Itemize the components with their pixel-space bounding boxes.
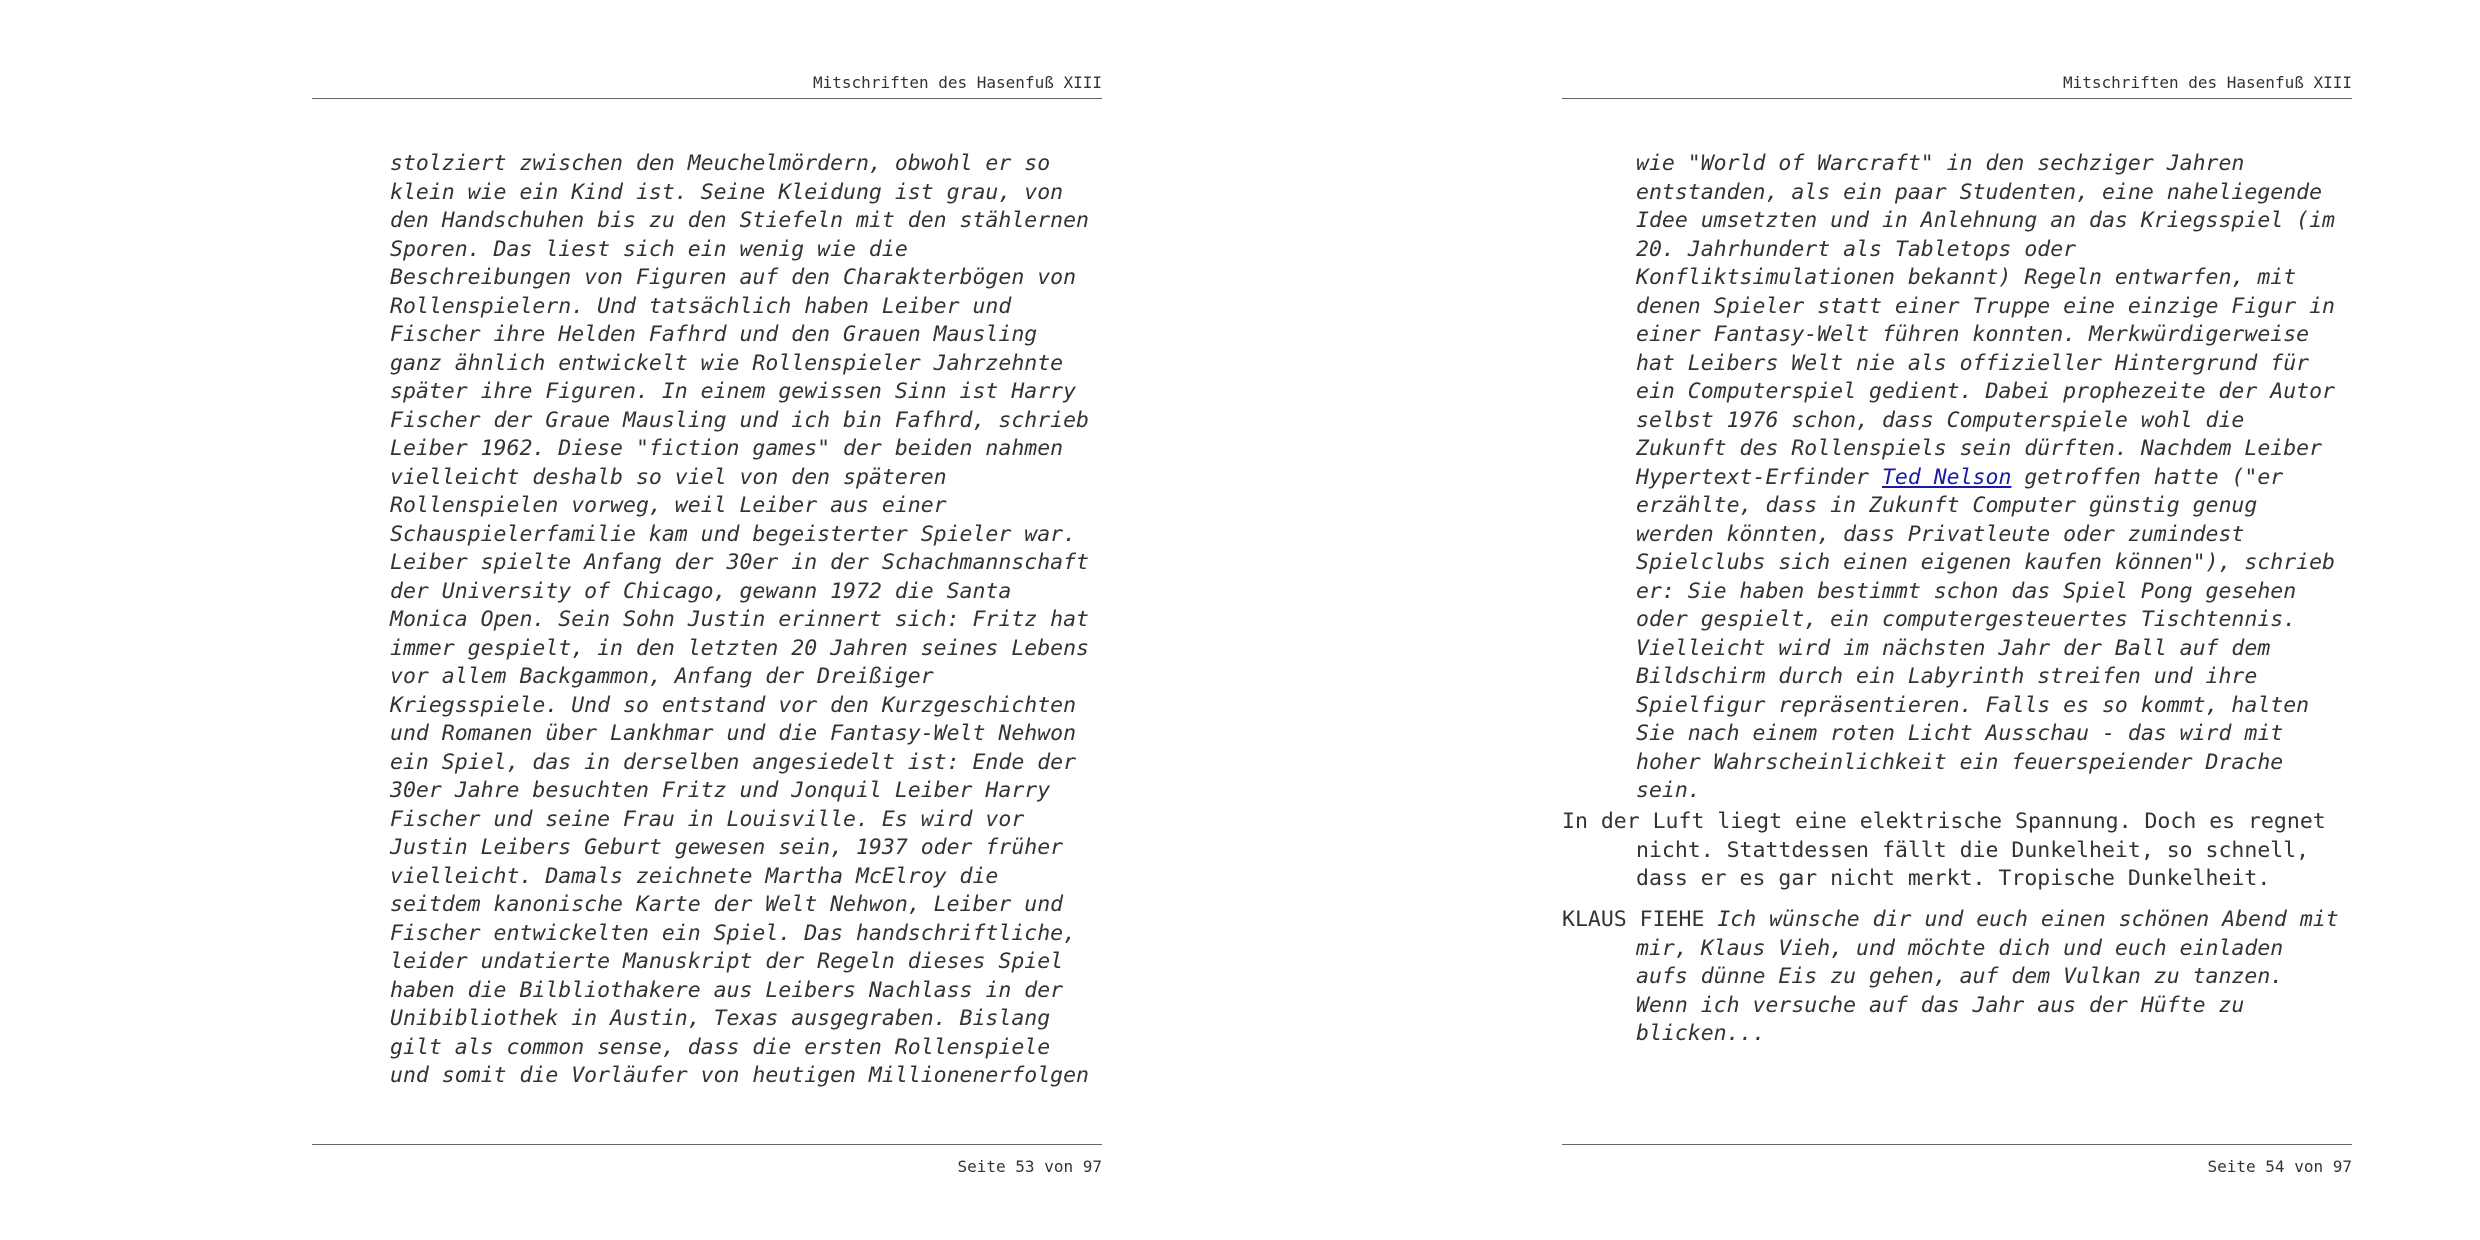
footer-rule bbox=[312, 1144, 1102, 1145]
text-line: sein. bbox=[1636, 778, 1701, 803]
text-line: Schauspielerfamilie kam und begeisterter Spieler war. bbox=[390, 521, 1077, 547]
text-line: werden könnten, dass Privatleute oder zumindest bbox=[1636, 521, 2245, 547]
text-line: Justin Leibers Geburt gewesen sein, 1937 oder früher bbox=[390, 835, 1064, 860]
speech-paragraph bbox=[1562, 906, 2352, 1049]
link-line-before: Hypertext-Erfinder bbox=[1636, 464, 1882, 490]
text-line: Zukunft des Rollenspiels sein dürften. Nachdem Leiber bbox=[1636, 436, 2323, 461]
text-line: später ihre Figuren. In einem gewissen Sinn ist Harry bbox=[390, 379, 1077, 404]
text-line: immer gespielt, in den letzten 20 Jahren seines Lebens bbox=[390, 635, 1089, 661]
text-line: hat Leibers Welt nie als offizieller Hintergrund für bbox=[1636, 350, 2310, 376]
text-line: Konfliktsimulationen bekannt) Regeln entwarfen, mit bbox=[1636, 265, 2297, 290]
text-line: Wenn ich versuche auf das Jahr aus der Hüfte zu bbox=[1636, 992, 2245, 1018]
text-line: Fischer entwickelten ein Spiel. Das handschriftliche, bbox=[390, 920, 1077, 946]
text-line: Sporen. Das liest sich ein wenig wie die bbox=[390, 236, 908, 262]
text-line: Idee umsetzten und in Anlehnung an das Kriegsspiel (im bbox=[1636, 208, 2335, 233]
text-line: vielleicht. Damals zeichnete Martha McElroy die bbox=[390, 863, 999, 889]
text-line: einer Fantasy-Welt führen konnten. Merkwürdigerweise bbox=[1636, 322, 2310, 347]
link-line-after: getroffen hatte ("er bbox=[2011, 464, 2284, 490]
text-line: der University of Chicago, gewann 1972 die Santa bbox=[390, 578, 1012, 604]
narration-first-line: In der Luft liegt eine elektrische Spannung. Doch es regnet bbox=[1562, 809, 2326, 834]
page-number: Seite 54 von 97 bbox=[2207, 1157, 2352, 1176]
running-header: Mitschriften des Hasenfuß XIII bbox=[813, 73, 1102, 92]
header-rule bbox=[312, 98, 1102, 99]
text-line: Monica Open. Sein Sohn Justin erinnert sich: Fritz hat bbox=[390, 607, 1089, 632]
text-line: aufs dünne Eis zu gehen, auf dem Vulkan zu tanzen. bbox=[1636, 964, 2284, 989]
text-line: Spielclubs sich einen eigenen kaufen können"), schrieb bbox=[1636, 550, 2335, 575]
text-line: 30er Jahre besuchten Fritz und Jonquil Leiber Harry bbox=[390, 778, 1051, 803]
text-line: vielleicht deshalb so viel von den späteren bbox=[390, 464, 947, 490]
text-line: Rollenspielen vorweg, weil Leiber aus einer bbox=[390, 493, 947, 518]
text-line: Fischer ihre Helden Fafhrd und den Grauen Mausling bbox=[390, 322, 1038, 347]
text-line: Spielfigur repräsentieren. Falls es so kommt, halten bbox=[1636, 692, 2310, 718]
text-line: Leiber 1962. Diese "fiction games" der beiden nahmen bbox=[390, 436, 1064, 461]
left-page bbox=[312, 0, 1102, 1240]
text-line: Leiber spielte Anfang der 30er in der Schachmannschaft bbox=[390, 550, 1089, 575]
text-line: er: Sie haben bestimmt schon das Spiel Pong gesehen bbox=[1636, 578, 2297, 604]
text-line: Sie nach einem roten Licht Ausschau - das wird mit bbox=[1636, 721, 2284, 746]
text-line: dass er es gar nicht merkt. Tropische Dunkelheit. bbox=[1636, 866, 2271, 891]
speaker-name: KLAUS FIEHE bbox=[1562, 907, 1705, 932]
text-line: gilt als common sense, dass die ersten Rollenspiele bbox=[390, 1034, 1051, 1060]
text-line: vor allem Backgammon, Anfang der Dreißiger bbox=[390, 664, 934, 689]
narration-rest bbox=[1562, 837, 2352, 894]
speech-first-line: Ich wünsche dir und euch einen schönen Abend mit bbox=[1704, 907, 2339, 932]
text-line: klein wie ein Kind ist. Seine Kleidung ist grau, von bbox=[390, 179, 1064, 205]
text-line: Kriegsspiele. Und so entstand vor den Kurzgeschichten bbox=[390, 692, 1077, 718]
text-line: erzählte, dass in Zukunft Computer günstig genug bbox=[1636, 493, 2258, 518]
text-line: Vielleicht wird im nächsten Jahr der Ball auf dem bbox=[1636, 635, 2271, 661]
quote-lines bbox=[1562, 150, 2352, 464]
text-line: und Romanen über Lankhmar und die Fantasy-Welt Nehwon bbox=[390, 721, 1077, 746]
speech-rest bbox=[1562, 935, 2352, 1049]
text-line: Fischer und seine Frau in Louisville. Es wird vor bbox=[390, 806, 1025, 832]
text-line: hoher Wahrscheinlichkeit ein feuerspeiender Drache bbox=[1636, 749, 2284, 775]
text-line: mir, Klaus Vieh, und möchte dich und euch einladen bbox=[1636, 935, 2284, 961]
text-line: entstanden, als ein paar Studenten, eine naheliegende bbox=[1636, 179, 2323, 205]
text-line: ganz ähnlich entwickelt wie Rollenspieler Jahrzehnte bbox=[390, 350, 1064, 376]
text-line: Unibibliothek in Austin, Texas ausgegraben. Bislang bbox=[390, 1006, 1051, 1031]
text-line: nicht. Stattdessen fällt die Dunkelheit, so schnell, bbox=[1636, 837, 2310, 863]
text-line: leider undatierte Manuskript der Regeln dieses Spiel bbox=[390, 949, 1064, 974]
text-line: Fischer der Graue Mausling und ich bin Fafhrd, schrieb bbox=[390, 407, 1089, 433]
ted-nelson-link[interactable]: Ted Nelson bbox=[1881, 464, 2012, 490]
text-line: Beschreibungen von Figuren auf den Charakterbögen von bbox=[390, 265, 1077, 290]
text-line: wie "World of Warcraft" in den sechziger Jahren bbox=[1636, 151, 2245, 176]
text-line: 20. Jahrhundert als Tabletops oder bbox=[1636, 236, 2077, 262]
text-line: Rollenspielern. Und tatsächlich haben Leiber und bbox=[390, 293, 1012, 319]
text-line: denen Spieler statt einer Truppe eine einzige Figur in bbox=[1636, 293, 2335, 319]
text-line: den Handschuhen bis zu den Stiefeln mit den stählernen bbox=[390, 208, 1089, 233]
body-text bbox=[390, 150, 1110, 1091]
text-line: oder gespielt, ein computergesteuertes Tischtennis. bbox=[1636, 607, 2297, 632]
text-line: seitdem kanonische Karte der Welt Nehwon, Leiber und bbox=[390, 892, 1064, 917]
text-line: selbst 1976 schon, dass Computerspiele wohl die bbox=[1636, 407, 2245, 433]
footer-rule bbox=[1562, 1144, 2352, 1145]
page-number: Seite 53 von 97 bbox=[957, 1157, 1102, 1176]
narration-paragraph bbox=[1562, 808, 2352, 894]
quote-block bbox=[1562, 150, 2352, 806]
text-line: blicken... bbox=[1636, 1021, 1766, 1046]
header-rule bbox=[1562, 98, 2352, 99]
text-line: und somit die Vorläufer von heutigen Millionenerfolgen bbox=[390, 1063, 1089, 1088]
text-line: stolziert zwischen den Meuchelmördern, obwohl er so bbox=[390, 151, 1051, 176]
text-line: ein Spiel, das in derselben angesiedelt ist: Ende der bbox=[390, 749, 1077, 775]
link-line bbox=[1562, 464, 2352, 493]
text-line: ein Computerspiel gedient. Dabei prophezeite der Autor bbox=[1636, 379, 2335, 404]
quote-lines-continued bbox=[1562, 492, 2352, 806]
right-page bbox=[1562, 0, 2352, 1240]
running-header: Mitschriften des Hasenfuß XIII bbox=[2063, 73, 2352, 92]
text-line: Bildschirm durch ein Labyrinth streifen und ihre bbox=[1636, 664, 2258, 689]
text-line: haben die Bilbliothakere aus Leibers Nachlass in der bbox=[390, 977, 1064, 1003]
